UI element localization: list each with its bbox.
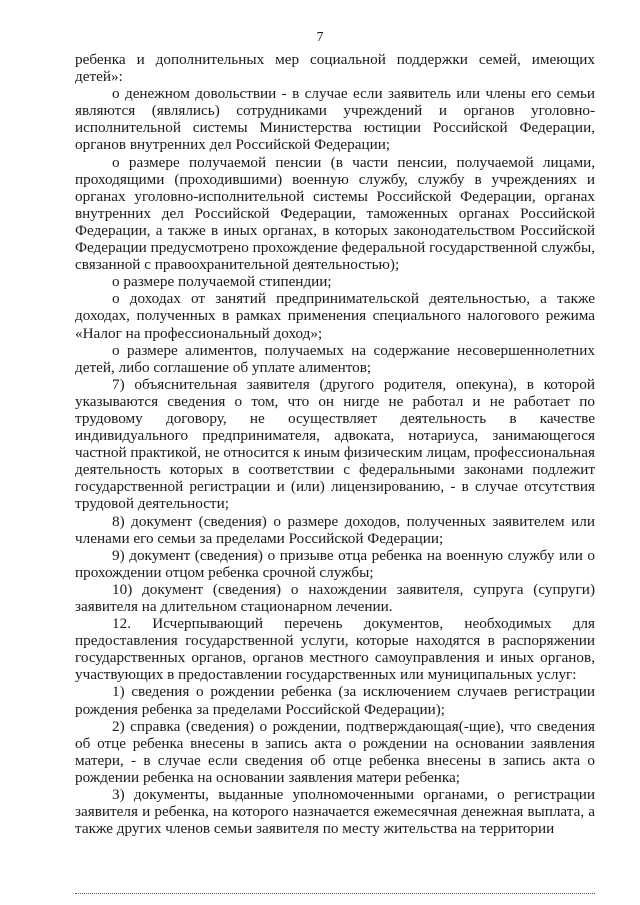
footer-divider: [75, 893, 595, 894]
document-body: [75, 51, 595, 837]
paragraph-monetary-allowance: о денежном довольствии - в случае если заявитель или члены его семьи являются (являлись) сотрудниками учреждений и органов уголовно-исполнительной системы Министерства юстиции Российской Федерации, органов внутренних дел Российской Федерации;: [75, 85, 595, 154]
paragraph-sub-3: 3) документы, выданные уполномоченными органами, о регистрации заявителя и ребенка, на которого назначается ежемесячная денежная выплата, а также других членов семьи заявителя по месту жительства на территории: [75, 786, 595, 838]
paragraph-item-10: 10) документ (сведения) о нахождении заявителя, супруга (супруги) заявителя на длительном стационарном лечении.: [75, 580, 595, 615]
paragraph-pension: о размере получаемой пенсии (в части пенсии, получаемой лицами, проходящими (проходившими) военную службу, службу в учреждениях и органах уголовно-исполнительной системы Российской Федерации, органах внутренних дел Российской Федерации, таможенных органах Российской Федерации, а также в иных органах, в которых законодательством Российской Федерации предусмотрено прохождение федеральной государственной службы, связанной с правоохранительной деятельностью);: [75, 153, 595, 274]
paragraph-sub-2: 2) справка (сведения) о рождении, подтверждающая(-щие), что сведения об отце ребенка внесены в запись акта о рождении на основании заявления матери, - в случае если сведения об отце ребенка внесены в запись акта о рождении ребенка на основании заявления матери ребенка;: [75, 717, 595, 786]
paragraph-alimony: о размере алиментов, получаемых на содержание несовершеннолетних детей, либо соглашение об уплате алиментов;: [75, 341, 595, 376]
paragraph-continuation: ребенка и дополнительных мер социальной поддержки семей, имеющих детей»:: [75, 51, 595, 86]
paragraph-item-8: 8) документ (сведения) о размере доходов, полученных заявителем или членами его семьи за пределами Российской Федерации;: [75, 512, 595, 547]
paragraph-item-9: 9) документ (сведения) о призыве отца ребенка на военную службу или о прохождении отцом ребенка срочной службы;: [75, 546, 595, 581]
paragraph-section-12: 12. Исчерпывающий перечень документов, необходимых для предоставления государственной услуги, которые находятся в распоряжении государственных органов, органов местного самоуправления и иных органов, участвующих в предоставлении государственных или муниципальных услуг:: [75, 615, 595, 684]
page-number: 7: [316, 30, 324, 45]
paragraph-business-income: о доходах от занятий предпринимательской деятельностью, а также доходах, полученных в рамках применения специального налогового режима «Налог на профессиональный доход»;: [75, 290, 595, 342]
paragraph-stipend: о размере получаемой стипендии;: [112, 273, 332, 291]
paragraph-item-7: 7) объяснительная заявителя (другого родителя, опекуна), в которой указываются сведения о том, что он нигде не работал и не работает по трудовому договору, не осуществляет деятельность в качестве индивидуального предпринимателя, адвоката, нотариуса, занимающегося частной практикой, не относится к иным физическим лицам, профессиональная деятельность которых в соответствии с федеральными законами подлежит государственной регистрации и (или) лицензированию, - в случае отсутствия трудовой деятельности;: [75, 375, 595, 513]
paragraph-sub-1: 1) сведения о рождении ребенка (за исключением случаев регистрации рождения ребенка за пределами Российской Федерации);: [75, 683, 595, 718]
